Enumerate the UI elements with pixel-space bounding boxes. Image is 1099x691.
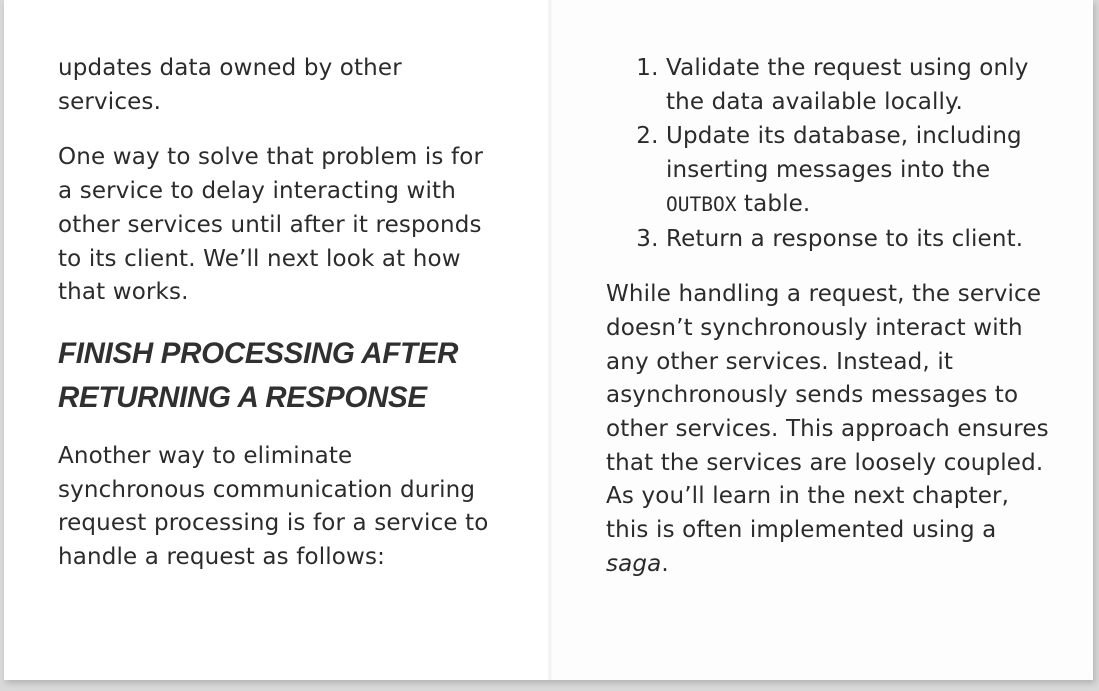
right-text-column — [606, 52, 1056, 604]
section-heading: FINISH PROCESSING AFTER RETURNING A RESPONSE — [58, 336, 459, 414]
list-item-text: Validate the request using only the data available locally. — [666, 55, 1029, 115]
list-item — [666, 223, 1056, 257]
left-text-column — [58, 52, 498, 597]
body-paragraph: One way to solve that problem is for a service to delay interacting with other services until after it responds to its client. We’ll next look at how that works. — [58, 144, 484, 306]
body-paragraph: Another way to eliminate synchronous communication during request processing is for a service to handle a request as follows: — [58, 442, 489, 571]
list-item — [666, 120, 1056, 221]
continued-paragraph: updates data owned by other services. — [58, 55, 402, 115]
body-paragraph — [606, 278, 1056, 581]
italic-term: saga — [606, 550, 662, 577]
left-page — [4, 0, 548, 680]
list-item — [666, 52, 1056, 119]
right-page — [552, 0, 1093, 680]
paragraph-end: . — [661, 550, 669, 577]
list-item-text: table. — [736, 190, 811, 217]
paragraph-text: While handling a request, the service doesn’t synchronously interact with any other services. Instead, it asynchronously sends messages to other services. This approach ensures that the services are loosely coupled. As you’ll learn in the next chapter, this is often implemented using a — [606, 281, 1049, 544]
numbered-list — [606, 52, 1056, 256]
book-spread — [4, 0, 1093, 680]
list-item-text: Update its database, including inserting messages into the — [666, 123, 1022, 184]
code-term: OUTBOX — [666, 192, 737, 216]
list-item-text: Return a response to its client. — [666, 225, 1024, 252]
